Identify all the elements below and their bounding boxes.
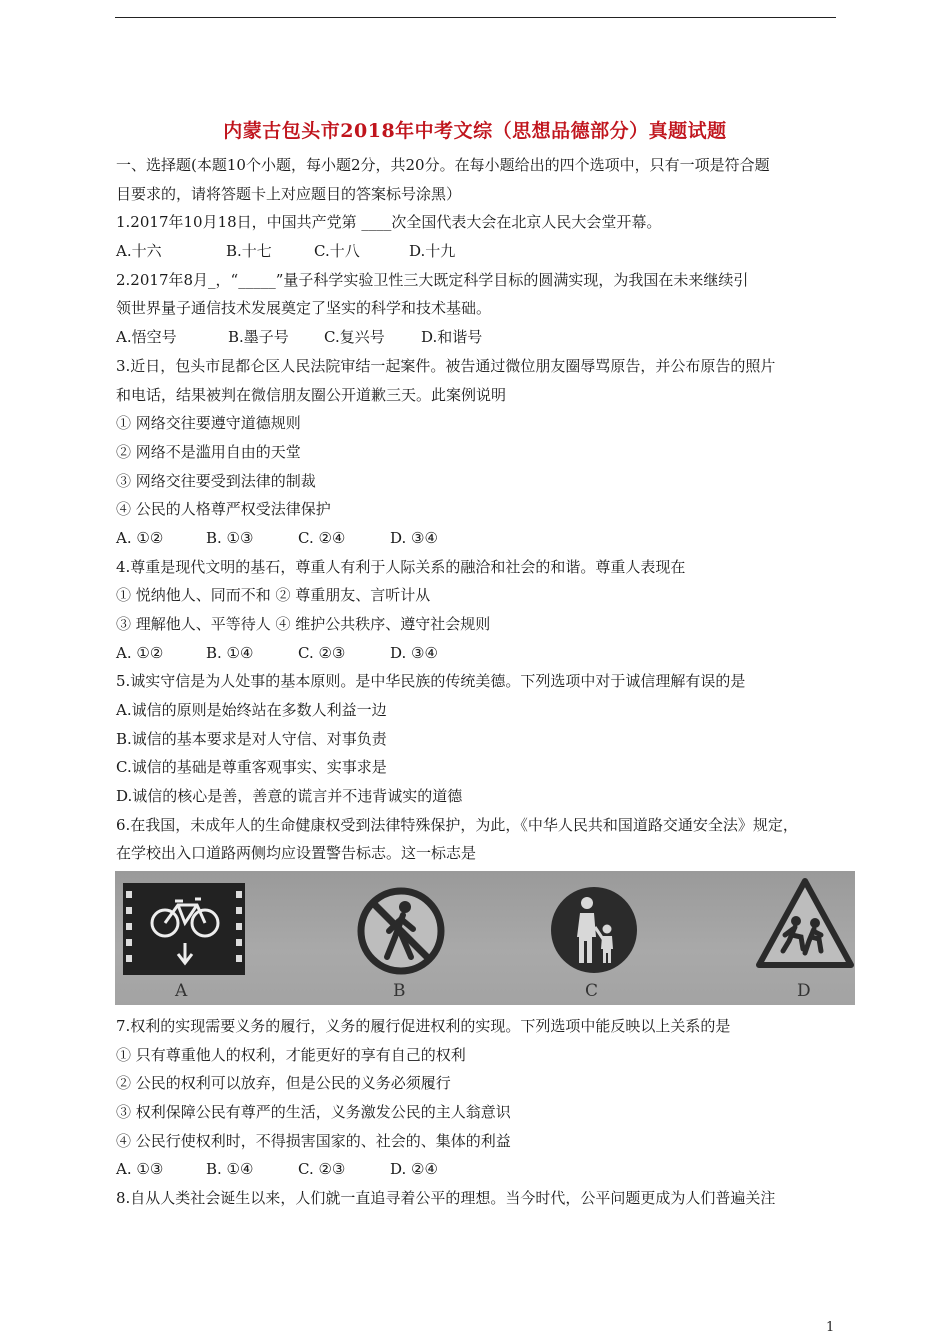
- option-a: A. ①②: [116, 644, 164, 662]
- option-d: D.十九: [409, 242, 456, 260]
- option-b: B. ①④: [206, 1160, 254, 1178]
- option-d: D. ②④: [390, 1160, 438, 1178]
- adult-child-sign-icon: [549, 885, 639, 975]
- question-3-item-1: ① 网络交往要遵守道德规则: [116, 414, 301, 432]
- sign-label-d: D: [797, 981, 811, 1001]
- option-c: C.十八: [314, 242, 360, 260]
- question-3-stem-line-1: 3.近日，包头市昆都仑区人民法院审结一起案件。被告通过微位朋友圈辱骂原告，并公布原告的照片: [116, 357, 776, 375]
- option-d: D. ③④: [390, 529, 438, 547]
- option-a: A. ①②: [116, 529, 164, 547]
- question-4-item-1: ① 悦纳他人、同而不和 ② 尊重朋友、言听计从: [116, 586, 431, 604]
- option-d: D. ③④: [390, 644, 438, 662]
- question-7-stem: 7.权利的实现需要义务的履行，义务的履行促进权利的实现。下列选项中能反映以上关系的是: [116, 1017, 731, 1035]
- option-b: B.十七: [226, 242, 272, 260]
- question-5-option-c: C.诚信的基础是尊重客观事实、实事求是: [116, 758, 387, 776]
- question-7-item-1: ① 只有尊重他人的权利，才能更好的享有自己的权利: [116, 1046, 466, 1064]
- no-pedestrian-sign-icon: [355, 885, 447, 977]
- option-b: B. ①④: [206, 644, 254, 662]
- section-intro-line-1: 一、选择题(本题10个小题，每小题2分，共20分。在每小题给出的四个选项中，只有一项是符合题: [116, 156, 770, 174]
- option-c: C. ②③: [298, 1160, 346, 1178]
- question-4-options: [116, 643, 438, 663]
- question-3-item-4: ④ 公民的人格尊严权受法律保护: [116, 500, 331, 518]
- sign-label-a: A: [175, 981, 188, 1001]
- sign-label-c: C: [585, 981, 599, 1001]
- option-a: A.十六: [116, 242, 162, 260]
- question-4-stem: 4.尊重是现代文明的基石，尊重人有利于人际关系的融洽和社会的和谐。尊重人表现在: [116, 558, 686, 576]
- question-2-stem-line-2: 领世界量子通信技术发展奠定了坚实的科学和技术基础。: [116, 299, 492, 317]
- question-4-item-2: ③ 理解他人、平等待人 ④ 维护公共秩序、遵守社会规则: [116, 615, 491, 633]
- question-3-item-3: ③ 网络交往要受到法律的制裁: [116, 472, 316, 490]
- option-b: B.墨子号: [228, 328, 289, 346]
- header-rule: [115, 17, 836, 18]
- question-2-stem-line-1: 2.2017年8月_，“_____”量子科学实验卫性三大既定科学目标的圆满实现，为我国在未来继续引: [116, 271, 749, 289]
- page-title: 内蒙古包头市2018年中考文综（思想品德部分）真题试题: [223, 120, 727, 142]
- question-7-item-2: ② 公民的权利可以放弃，但是公民的义务必须履行: [116, 1074, 451, 1092]
- children-crossing-warning-icon: [755, 877, 855, 971]
- option-c: C. ②④: [298, 529, 346, 547]
- question-8-stem: 8.自从人类社会诞生以来，人们就一直追寻着公平的理想。当今时代，公平问题更成为人们普遍关注: [116, 1189, 776, 1207]
- question-5-option-a: A.诚信的原则是始终站在多数人利益一边: [116, 701, 387, 719]
- option-a: A.悟空号: [116, 328, 177, 346]
- question-5-stem: 5.诚实守信是为人处事的基本原则。是中华民族的传统美德。下列选项中对于诚信理解有误的是: [116, 672, 746, 690]
- option-c: C. ②③: [298, 644, 346, 662]
- question-1-options: [116, 241, 455, 261]
- page-number: 1: [826, 1320, 835, 1335]
- question-7-item-3: ③ 权利保障公民有尊严的生活，义务激发公民的主人翁意识: [116, 1103, 511, 1121]
- question-3-stem-line-2: 和电话，结果被判在微信朋友圈公开道歉三天。此案例说明: [116, 386, 507, 404]
- option-a: A. ①③: [116, 1160, 164, 1178]
- option-c: C.复兴号: [324, 328, 385, 346]
- question-7-options: [116, 1159, 438, 1179]
- bicycle-sign-icon: [123, 883, 245, 975]
- traffic-signs-image: [115, 871, 855, 1005]
- question-1-stem: 1.2017年10月18日，中国共产党第 ____次全国代表大会在北京人民大会堂开幕。: [116, 213, 662, 231]
- question-3-options: [116, 528, 438, 548]
- question-5-option-d: D.诚信的核心是善，善意的谎言并不违背诚实的道德: [116, 787, 463, 805]
- question-6-stem-line-2: 在学校出入口道路两侧均应设置警告标志。这一标志是: [116, 844, 477, 862]
- question-7-item-4: ④ 公民行使权利时，不得损害国家的、社会的、集体的利益: [116, 1132, 511, 1150]
- question-3-item-2: ② 网络不是滥用自由的天堂: [116, 443, 301, 461]
- question-2-options: [116, 327, 482, 347]
- sign-label-b: B: [393, 981, 406, 1001]
- option-d: D.和谐号: [421, 328, 483, 346]
- section-intro-line-2: 目要求的，请将答题卡上对应题目的答案标号涂黑）: [116, 185, 462, 203]
- option-b: B. ①③: [206, 529, 254, 547]
- question-6-stem-line-1: 6.在我国，未成年人的生命健康权受到法律特殊保护，为此，《中华人民共和国道路交通安全法》规定，: [116, 816, 798, 834]
- question-5-option-b: B.诚信的基本要求是对人守信、对事负责: [116, 730, 387, 748]
